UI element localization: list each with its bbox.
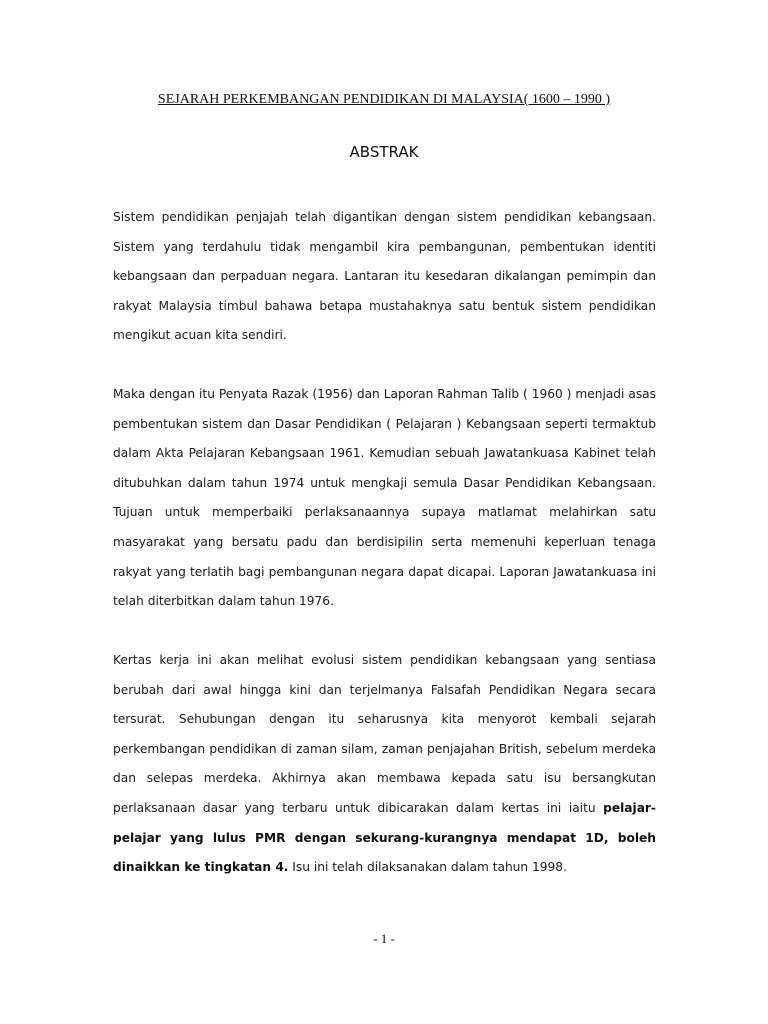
paragraph-3-bold-text: pelajar-pelajar yang lulus PMR dengan sekurang-kurangnya mendapat 1D, boleh dinaikkan ke tingkatan 4. — [113, 800, 656, 875]
page-number: - 1 - — [373, 931, 395, 946]
paragraph-3-text-before: Kertas kerja ini akan melihat evolusi sistem pendidikan kebangsaan yang sentiasa berubah dari awal hingga kini dan terjelmanya Falsafah Pendidikan Negara secara tersurat. Sehubungan dengan itu seharusnya kita menyorot kembali sejarah perkembangan pendidikan di zaman silam, zaman penjajahan British, sebelum merdeka dan selepas merdeka. Akhirnya akan membawa kepada satu isu bersangkutan perlaksanaan dasar yang terbaru untuk dibicarakan dalam kertas ini iaitu — [113, 653, 656, 815]
document-title: SEJARAH PERKEMBANGAN PENDIDIKAN DI MALAYSIA( 1600 – 1990 ) — [157, 92, 611, 107]
paragraph-1: Sistem pendidikan penjajah telah digantikan dengan sistem pendidikan kebangsaan. Sistem yang terdahulu tidak mengambil kira pembangunan, pembentukan identiti kebangsaan dan perpaduan negara. Lantaran itu kesedaran dikalangan pemimpin dan rakyat Malaysia timbul bahawa betapa mustahaknya satu bentuk sistem pendidikan mengikut acuan kita sendiri. — [113, 210, 656, 343]
paragraph-3-text-after: Isu ini telah dilaksanakan dalam tahun 1998. — [288, 860, 567, 875]
paragraph-3 — [113, 646, 656, 883]
abstract-heading: ABSTRAK — [349, 143, 419, 161]
paragraph-2: Maka dengan itu Penyata Razak (1956) dan Laporan Rahman Talib ( 1960 ) menjadi asas pembentukan sistem dan Dasar Pendidikan ( Pelajaran ) Kebangsaan seperti termaktub dalam Akta Pelajaran Kebangsaan 1961. Kemudian sebuah Jawatankuasa Kabinet telah ditubuhkan dalam tahun 1974 untuk mengkaji semula Dasar Pendidikan Kebangsaan. Tujuan untuk memperbaiki perlaksanaannya supaya matlamat melahirkan satu masyarakat yang bersatu padu dan berdisipilin serta memenuhi keperluan tenaga rakyat yang terlatih bagi pembangunan negara dapat dicapai. Laporan Jawatankuasa ini telah diterbitkan dalam tahun 1976. — [113, 387, 656, 609]
